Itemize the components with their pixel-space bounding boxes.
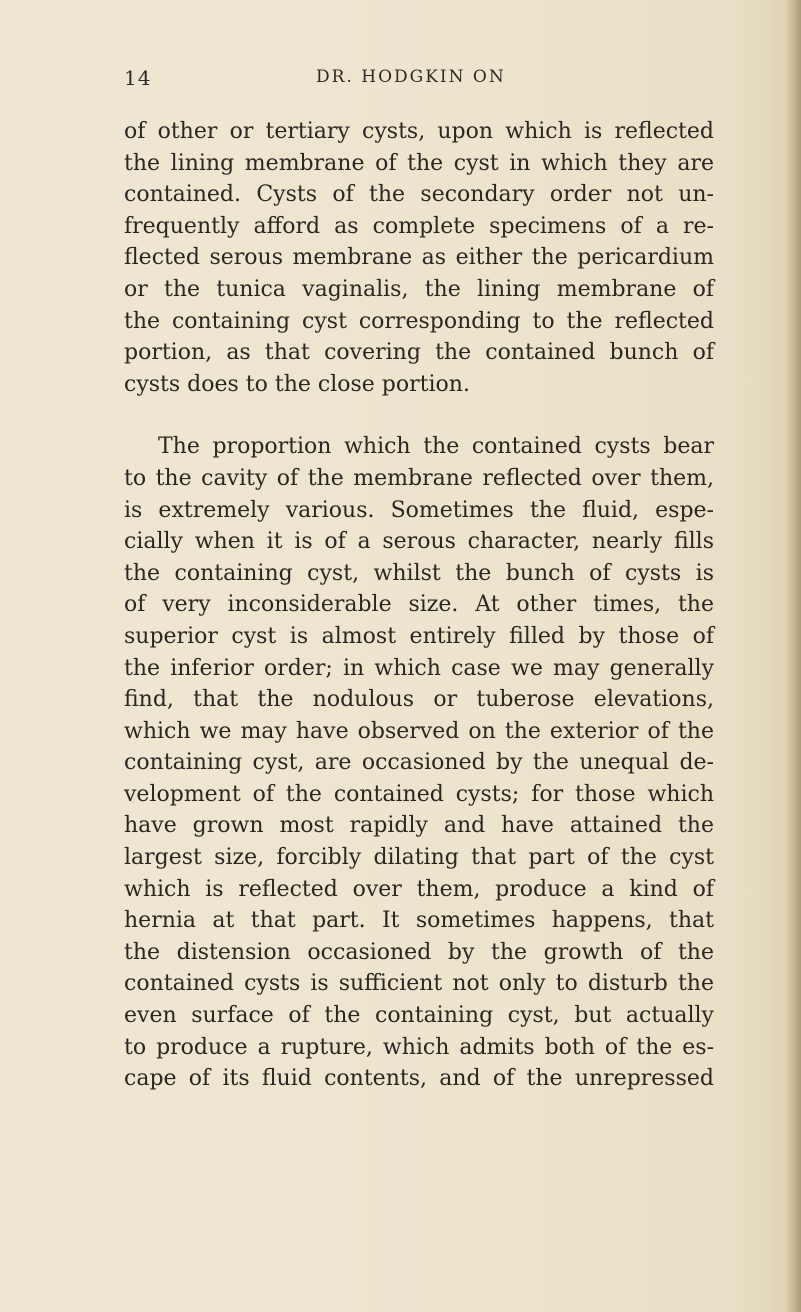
paragraph-1 (124, 116, 714, 400)
paragraph-gap (124, 400, 714, 431)
text-line: find, that the nodulous or tuberose elevations, (124, 687, 714, 713)
text-line: flected serous membrane as either the pericardium (124, 245, 714, 271)
text-line: cape of its fluid contents, and of the unrepressed (124, 1066, 714, 1092)
text-line: the distension occasioned by the growth of the (124, 939, 714, 965)
text-line: frequently afford as complete specimens of a re- (124, 213, 714, 239)
text-line: of other or tertiary cysts, upon which is reflected (124, 119, 714, 144)
text-line: or the tunica vaginalis, the lining membrane of (124, 276, 714, 302)
text-line: cially when it is of a serous character, nearly fills (124, 529, 714, 555)
page-header (124, 66, 716, 96)
body-text (124, 116, 714, 1095)
text-line: of very inconsiderable size. At other times, the (124, 592, 714, 618)
text-line: containing cyst, are occasioned by the unequal de- (124, 750, 714, 776)
text-line: the containing cyst, whilst the bunch of cysts is (124, 560, 714, 586)
text-line: contained cysts is sufficient not only to disturb the (124, 971, 714, 997)
text-line: to produce a rupture, which admits both of the es- (124, 1034, 714, 1060)
text-line: velopment of the contained cysts; for those which (124, 781, 714, 807)
text-line: the lining membrane of the cyst in which they are (124, 150, 714, 176)
text-line: largest size, forcibly dilating that part of the cyst (124, 845, 714, 871)
page-edge-shadow (785, 0, 801, 1312)
paragraph-2 (124, 431, 714, 1094)
text-line: the inferior order; in which case we may generally (124, 655, 714, 681)
page-number: 14 (124, 66, 152, 90)
text-line: hernia at that part. It sometimes happens, that (124, 908, 714, 934)
text-line: The proportion which the contained cysts bear (158, 434, 714, 460)
text-line: superior cyst is almost entirely filled by those of (124, 623, 714, 649)
text-line: the containing cyst corresponding to the reflected (124, 308, 714, 334)
text-line: even surface of the containing cyst, but actually (124, 1003, 714, 1029)
text-line: to the cavity of the membrane reflected over them, (124, 465, 714, 491)
text-line: which is reflected over them, produce a kind of (124, 876, 714, 902)
text-line: which we may have observed on the exterior of the (124, 718, 714, 744)
text-line: portion, as that covering the contained bunch of (124, 340, 714, 366)
text-line: contained. Cysts of the secondary order not un- (124, 182, 714, 208)
text-line: is extremely various. Sometimes the fluid, espe- (124, 497, 714, 523)
text-line: cysts does to the close portion. (124, 371, 470, 397)
running-head: DR. HODGKIN ON (316, 67, 506, 87)
text-line: have grown most rapidly and have attained the (124, 813, 714, 839)
